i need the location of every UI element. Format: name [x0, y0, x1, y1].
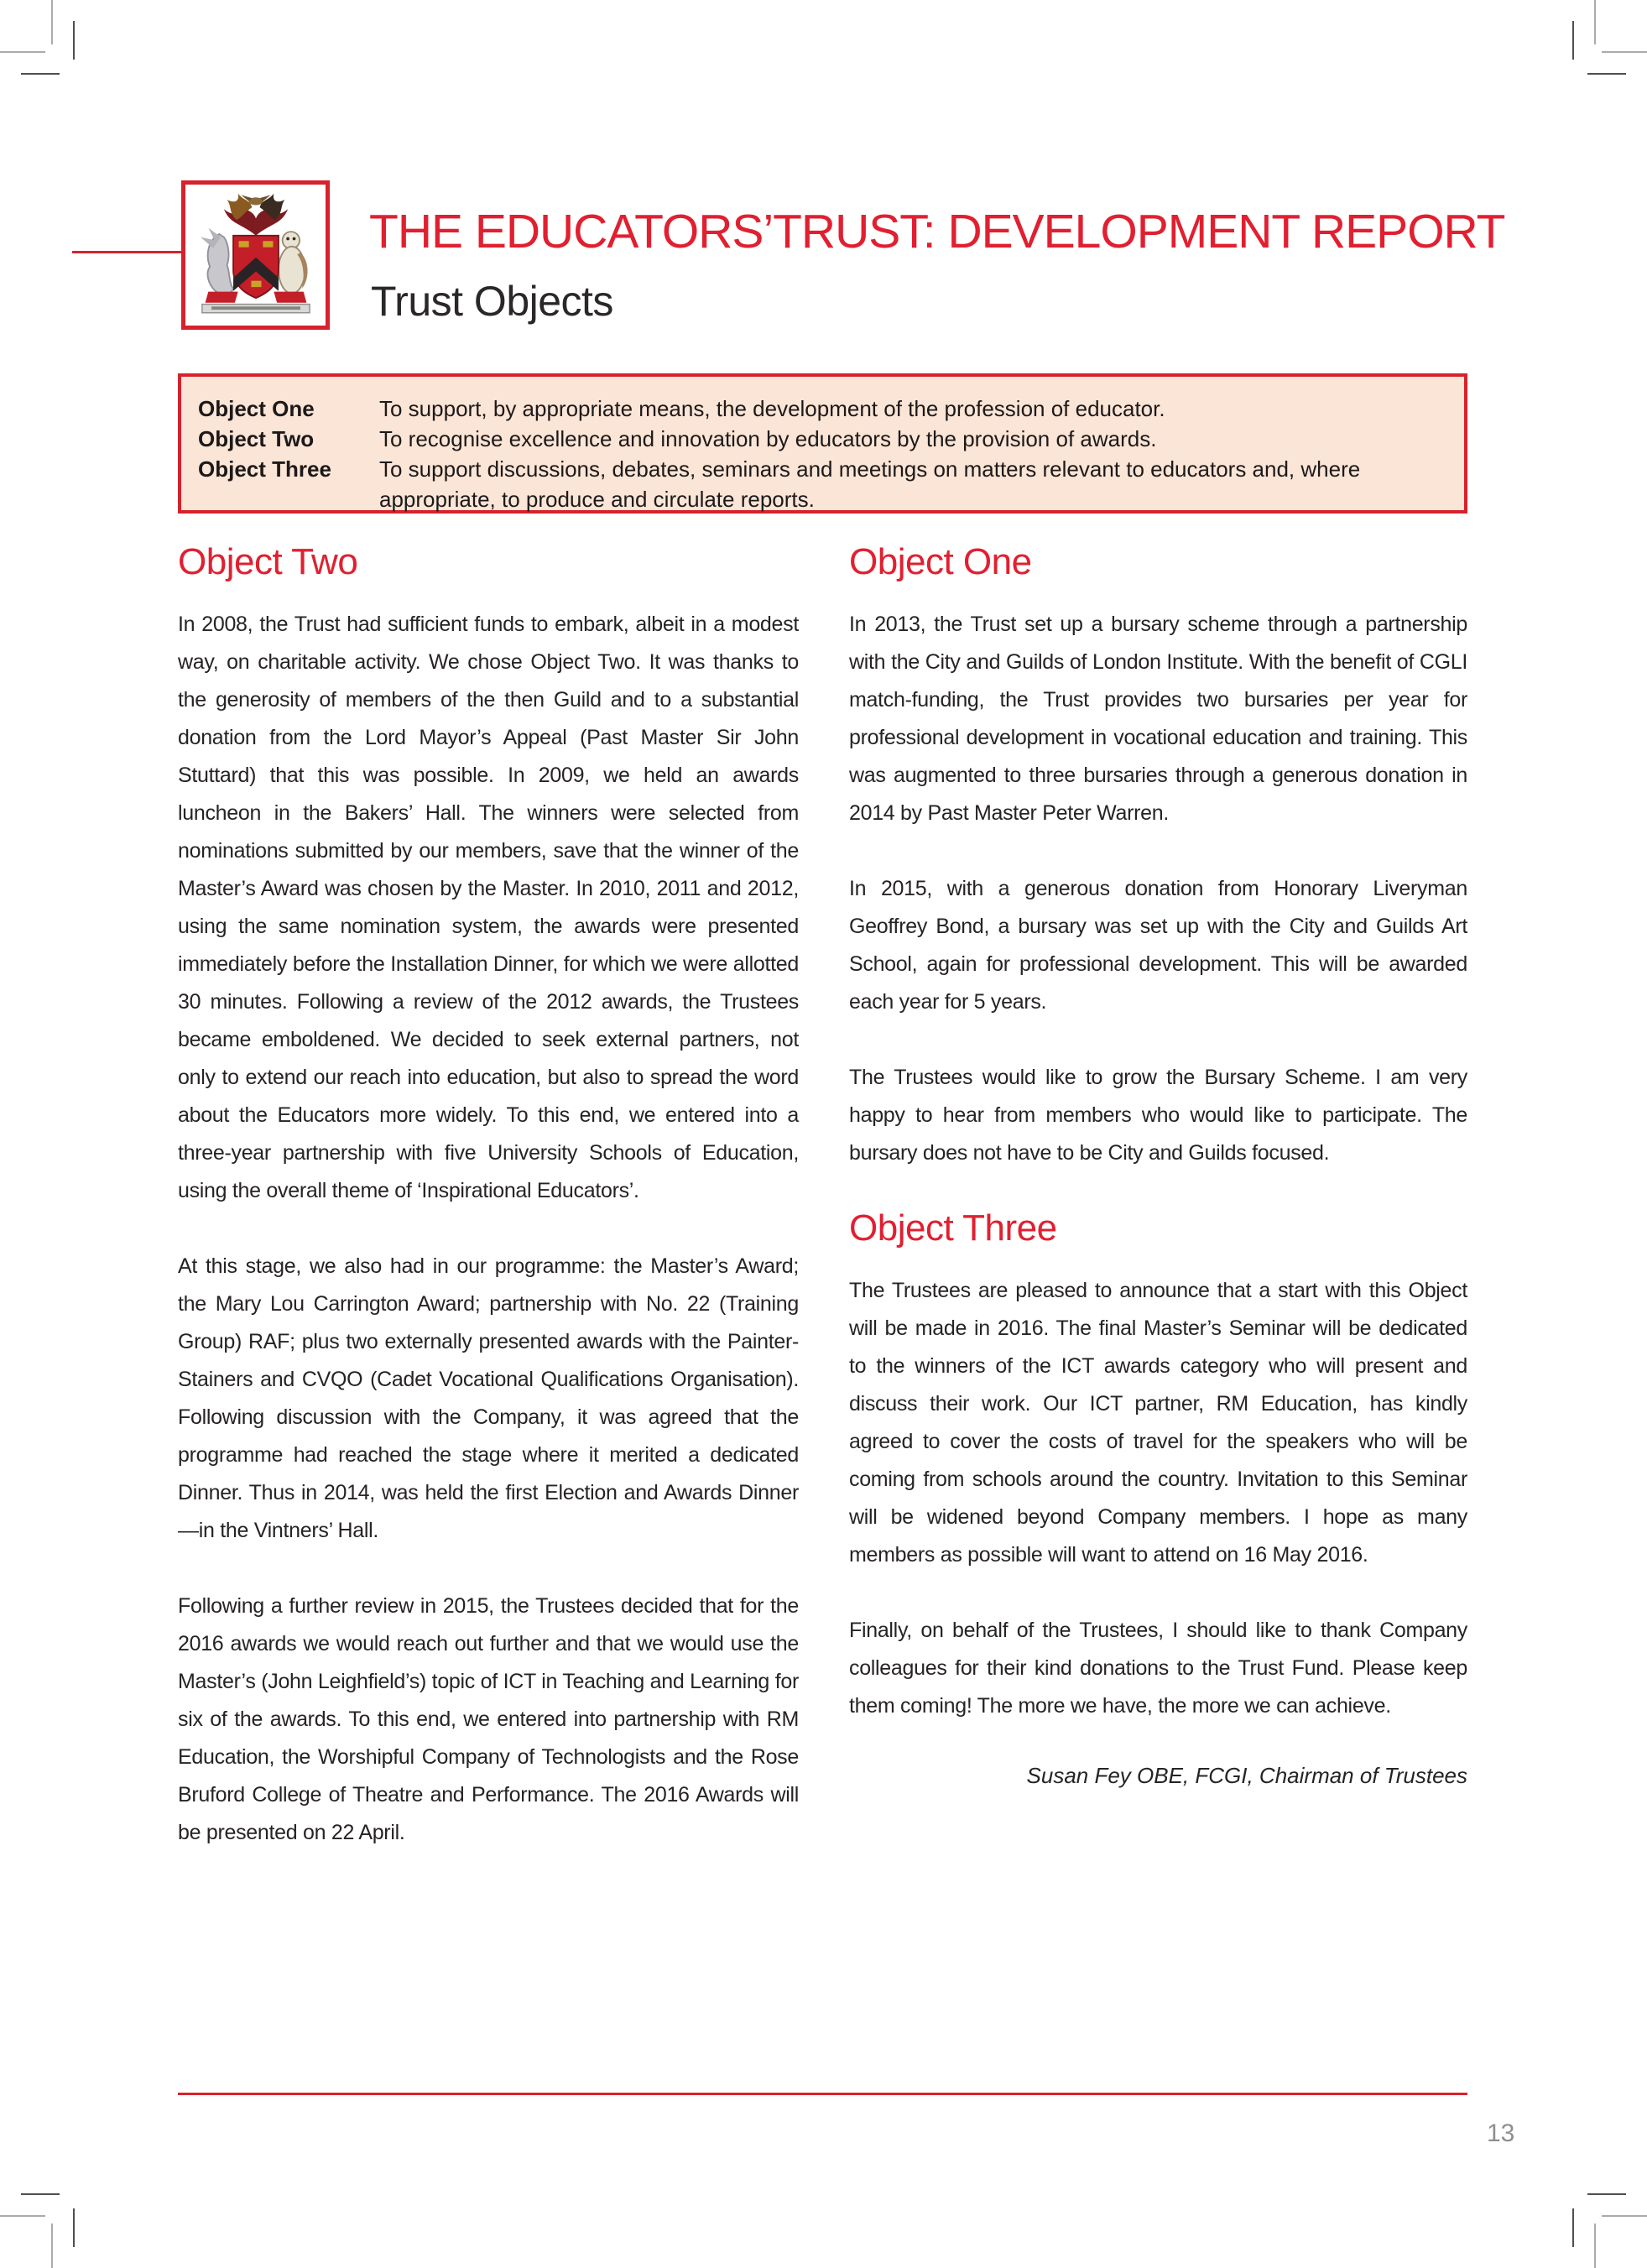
- body-paragraph: Following a further review in 2015, the Trustees decided that for the 2016 awards we would reach out further and that we would use the Master’s (John Leighfield’s) topic of ICT in Teaching and Learning for six of the awards. To this end, we entered into partnership with RM Education, the Worshipful Company of Technologists and the Rose Bruford College of Theatre and Performance. The 2016 Awards will be presented on 22 April.: [178, 1594, 799, 1844]
- right-column: [849, 541, 1467, 1789]
- page-subtitle: Trust Objects: [371, 278, 613, 325]
- crop-mark-bottom-left-v: [51, 2224, 53, 2268]
- signature-line: Susan Fey OBE, FCGI, Chairman of Trustees: [1026, 1763, 1467, 1788]
- body-paragraph: In 2008, the Trust had sufficient funds to embark, albeit in a modest way, on charitable activity. We chose Object Two. It was thanks to the generosity of members of the then Guild and to a substantial donation from the Lord Mayor’s Appeal (Past Master Sir John Stuttard) that this was possible. In 2009, we held an awards luncheon in the Bakers’ Hall. The winners were selected from nominations submitted by our members, save that the winner of the Master’s Award was chosen by the Master. In 2010, 2011 and 2012, using the same nomination system, the awards were presented immediately before the Installation Dinner, for which we were allotted 30 minutes. Following a review of the 2012 awards, the Trustees became emboldened. We decided to seek external partners, not only to extend our reach into education, but also to spread the word about the Educators more widely. To this end, we entered into a three-year partnership with five University Schools of Education, using the overall theme of ‘Inspirational Educators’.: [178, 613, 799, 1202]
- header-left-rule: [72, 251, 182, 253]
- crop-mark-bottom-left-h2: [21, 2193, 60, 2195]
- trust-object-label: Object Two: [198, 426, 315, 451]
- crop-mark-top-right-h: [1602, 51, 1647, 53]
- left-column: [178, 541, 799, 1890]
- body-paragraph: The Trustees are pleased to announce that a start with this Object will be made in 2016. The final Master’s Seminar will be dedicated to the winners of the ICT awards category who will present and discuss their work. Our ICT partner, RM Education, has kindly agreed to cover the costs of travel for the speakers who will be coming from schools around the country. Invitation to this Seminar will be widened beyond Company members. I hope as many members as possible will want to attend on 16 May 2016.: [849, 1279, 1467, 1567]
- trust-object-label: Object Three: [198, 456, 331, 482]
- section-heading-object-three: Object Three: [849, 1207, 1057, 1249]
- crop-mark-top-left-v2: [73, 21, 75, 60]
- trust-object-text: To support, by appropriate means, the development of the profession of educator.: [379, 396, 1165, 421]
- company-crest-box: [181, 180, 330, 330]
- crop-mark-top-left-v: [51, 0, 53, 44]
- page-number: 13: [1487, 2119, 1515, 2147]
- crop-mark-bottom-left-v2: [73, 2208, 75, 2247]
- crop-mark-bottom-right-v2: [1572, 2208, 1574, 2247]
- trust-objects-box: [178, 373, 1467, 514]
- crop-mark-bottom-right-v: [1594, 2224, 1596, 2268]
- trust-object-label: Object One: [198, 396, 315, 421]
- crop-mark-bottom-left-h: [0, 2215, 45, 2217]
- crop-mark-top-left-h: [0, 51, 45, 53]
- trust-object-text: To support discussions, debates, seminars and meetings on matters relevant to educators and, where appropriate, to produce and circulate reports.: [379, 456, 1361, 512]
- body-paragraph: At this stage, we also had in our programme: the Master’s Award; the Mary Lou Carrington Award; partnership with No. 22 (Training Group) RAF; plus two externally presented awards with the Painter-Stainers and CVQO (Cadet Vocational Qualifications Organisation). Following discussion with the Company, it was agreed that the programme had reached the stage where it merited a dedicated Dinner. Thus in 2014, was held the first Election and Awards Dinner—in the Vintners’ Hall.: [178, 1254, 799, 1542]
- trust-object-row: [198, 454, 1442, 514]
- section-heading-object-one: Object One: [849, 541, 1032, 582]
- footer-rule: [178, 2093, 1467, 2095]
- trust-object-row: [198, 424, 1442, 454]
- body-paragraph: In 2013, the Trust set up a bursary scheme through a partnership with the City and Guilds of London Institute. With the benefit of CGLI match-funding, the Trust provides two bursaries per year for professional development in vocational education and training. This was augmented to three bursaries through a generous donation in 2014 by Past Master Peter Warren.: [849, 613, 1467, 825]
- crop-mark-bottom-right-h: [1602, 2215, 1647, 2217]
- body-paragraph: In 2015, with a generous donation from Honorary Liveryman Geoffrey Bond, a bursary was set up with the City and Guilds Art School, again for professional development. This will be awarded each year for 5 years.: [849, 877, 1467, 1014]
- company-crest: [190, 188, 322, 322]
- crop-mark-top-right-h2: [1587, 73, 1626, 75]
- trust-object-text: To recognise excellence and innovation by educators by the provision of awards.: [379, 426, 1157, 451]
- page-title: THE EDUCATORS’TRUST: DEVELOPMENT REPORT: [369, 205, 1505, 258]
- crop-mark-top-left-h2: [21, 73, 60, 75]
- body-paragraph: The Trustees would like to grow the Bursary Scheme. I am very happy to hear from members who would like to participate. The bursary does not have to be City and Guilds focused.: [849, 1066, 1467, 1165]
- body-paragraph: Finally, on behalf of the Trustees, I should like to thank Company colleagues for their kind donations to the Trust Fund. Please keep them coming! The more we have, the more we can achieve.: [849, 1619, 1467, 1718]
- crop-mark-top-right-v: [1594, 0, 1596, 44]
- crop-mark-top-right-v2: [1572, 21, 1574, 60]
- crop-mark-bottom-right-h2: [1587, 2193, 1626, 2195]
- section-heading-object-two: Object Two: [178, 541, 358, 582]
- trust-object-row: [198, 394, 1442, 424]
